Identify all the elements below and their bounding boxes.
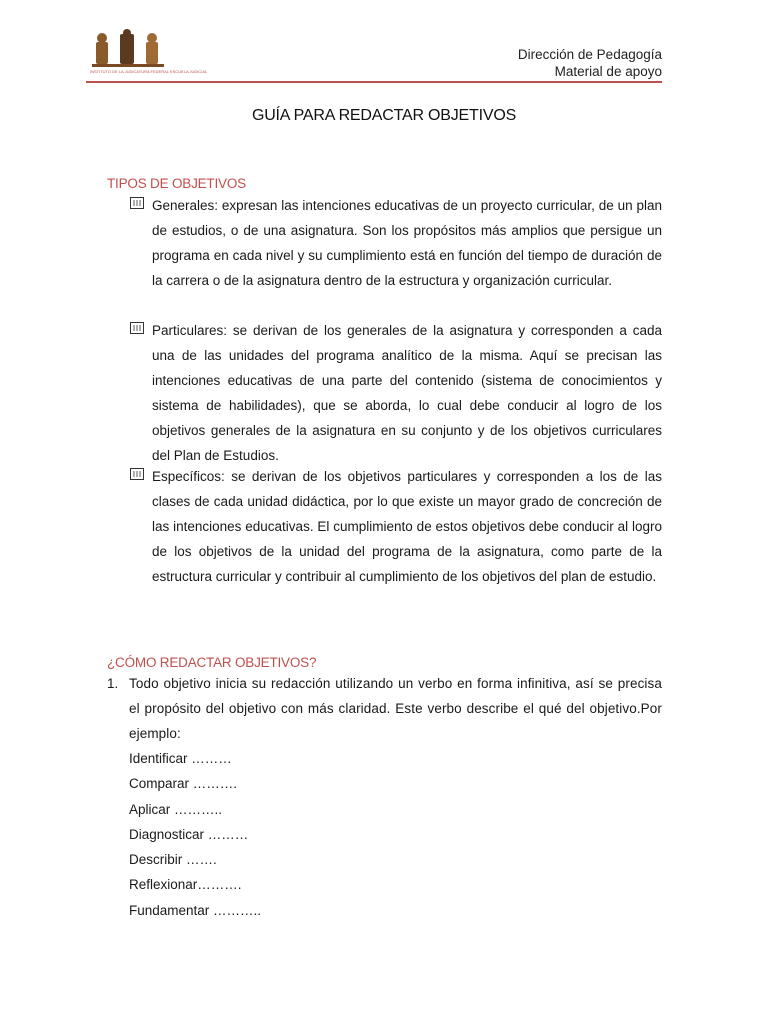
verb-example: Describir ……. — [129, 852, 217, 868]
header-info — [518, 46, 662, 80]
section-heading-como: ¿CÓMO REDACTAR OBJETIVOS? — [107, 655, 317, 670]
list-item-text: Específicos: se derivan de los objetivos particulares y corresponden a los de las clases de cada unidad didáctica, por lo que existe un mayor grado de concreción de las intenciones educativas. El cumplimiento de estos objetivos debe conducir al logro de los objetivos de la unidad del programa de la asignatura, como parte de la estructura curricular y contribuir al cumplimiento de los objetivos del plan de estudio. — [152, 469, 662, 584]
verb-examples-list — [129, 746, 662, 923]
numbered-item-text: Todo objetivo inicia su redacción utilizando un verbo en forma infinitiva, así se precisa el propósito del objetivo con más claridad. Este verbo describe el qué del objetivo.Por ejemplo: — [129, 676, 662, 741]
checkbox-icon — [130, 322, 144, 334]
header-divider — [86, 81, 662, 83]
list-item-particulares — [130, 318, 662, 468]
list-item-especificos — [130, 464, 662, 589]
checkbox-icon — [130, 468, 144, 480]
logo-caption: INSTITUTO DE LA JUDICATURA FEDERAL ESCUELA JUDICIAL — [90, 69, 208, 74]
header-department: Dirección de Pedagogía — [517, 47, 662, 62]
verb-example: Comparar ………. — [129, 776, 238, 792]
verb-example: Fundamentar ……….. — [129, 902, 262, 918]
checkbox-icon — [130, 197, 144, 209]
verb-example: Diagnosticar ……… — [129, 826, 249, 842]
list-item-generales — [130, 193, 662, 293]
institution-logo — [86, 28, 208, 80]
item-number: 1. — [107, 676, 119, 691]
verb-example: Identificar ……… — [129, 751, 232, 766]
verb-example: Aplicar ……….. — [129, 801, 223, 817]
list-item-text: Particulares: se derivan de los generales de la asignatura y corresponden a cada una de las unidades del programa analítico de la misma. Aquí se precisan las intenciones educativas de una parte del contenido (sistema de conocimientos y sistema de habilidades), que se aborda, lo cual debe conducir al logro de los objetivos generales de la asignatura en su conjunto y de los objetivos curriculares del Plan de Estudios. — [152, 323, 662, 463]
document-title: GUÍA PARA REDACTAR OBJETIVOS — [251, 107, 517, 124]
section-heading-tipos: TIPOS DE OBJETIVOS — [107, 176, 246, 191]
header-subtitle: Material de apoyo — [554, 64, 662, 79]
numbered-item-1 — [107, 671, 662, 923]
list-item-text: Generales: expresan las intenciones educativas de un proyecto curricular, de un plan de estudios, o de una asignatura. Son los propósitos más amplios que persigue un programa en cada nivel y su cumplimiento está en función del tiempo de duración de la carrera o de la asignatura dentro de la estructura y organización curricular. — [152, 198, 662, 288]
verb-example: Reflexionar………. — [129, 877, 242, 893]
